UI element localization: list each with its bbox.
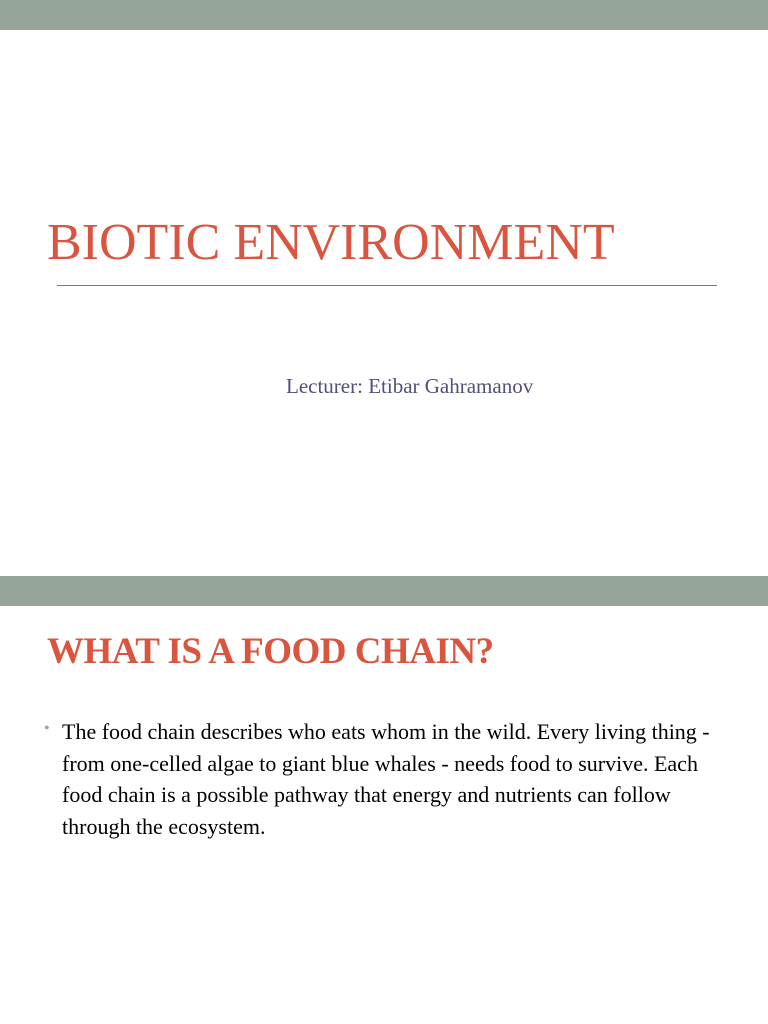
bullet-dot-icon: •: [44, 720, 50, 737]
lecturer-subtitle: Lecturer: Etibar Gahramanov: [286, 374, 534, 398]
slide-top-band: [0, 576, 768, 606]
bullet-text: The food chain describes who eats whom in the wild. Every living thing - from one-celled algae to giant blue whales - needs food to survive. Each food chain is a possible pathway that energy and nutrients can follow through the ecosystem.: [62, 719, 710, 839]
slide-heading: WHAT IS A FOOD CHAIN?: [47, 631, 494, 672]
slide-food-chain: [0, 576, 768, 1024]
bullet-list: [44, 716, 734, 842]
list-item: [44, 716, 734, 842]
page-title: BIOTIC ENVIRONMENT: [47, 214, 615, 271]
title-underline-divider: [57, 285, 717, 286]
slide-top-band: [0, 0, 768, 30]
